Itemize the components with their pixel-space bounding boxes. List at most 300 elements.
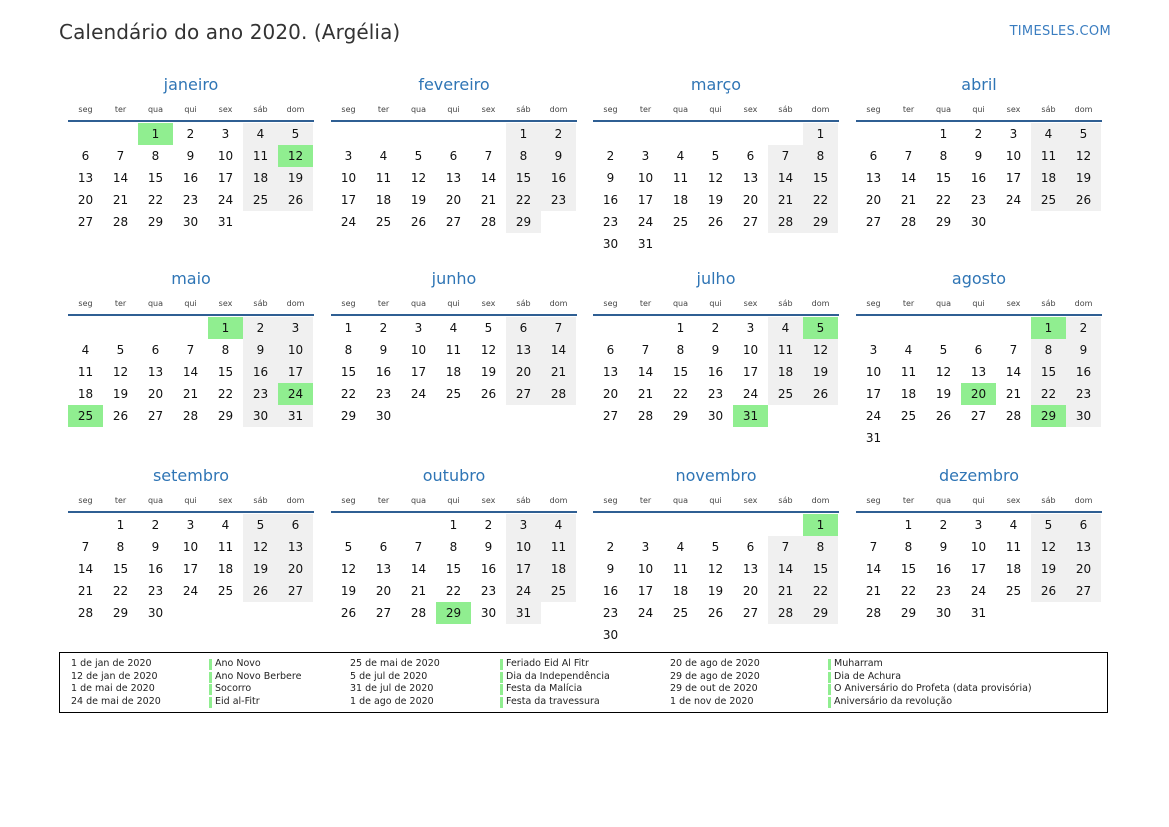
day-cell: 21: [865, 584, 882, 598]
day-cell: 27: [1066, 580, 1101, 602]
day-cell: 9: [1066, 339, 1101, 361]
day-cell: 14: [77, 562, 94, 576]
day-cell: 20: [602, 387, 619, 401]
weekday-label: seg: [866, 105, 881, 114]
day-cell: 20: [147, 387, 164, 401]
weekday-label: qui: [184, 299, 197, 308]
day-cell: 14: [768, 167, 803, 189]
day-cell: 22: [900, 584, 917, 598]
day-cell: 6: [606, 343, 615, 357]
day-cell: 11: [1031, 145, 1066, 167]
day-cell: 15: [803, 558, 838, 580]
day-cell: 26: [707, 606, 724, 620]
day-cell: 21: [768, 580, 803, 602]
weekday-label: qua: [672, 299, 689, 308]
day-cell: 27: [865, 215, 882, 229]
day-cell: 24: [637, 215, 654, 229]
weekday-header: [593, 102, 839, 122]
day-cell: 22: [445, 584, 462, 598]
day-cell: 16: [147, 562, 164, 576]
weekday-label: sáb: [1041, 105, 1056, 114]
day-cell: 28: [112, 215, 129, 229]
month-julho: [593, 262, 839, 427]
day-cell: 12: [243, 536, 278, 558]
day-cell: 9: [606, 171, 615, 185]
day-cell: 11: [77, 365, 94, 379]
day-empty: [401, 123, 436, 145]
day-cell: 6: [506, 317, 541, 339]
day-cell: 18: [217, 562, 234, 576]
weekday-label: qua: [410, 496, 427, 505]
day-cell: 2: [1066, 317, 1101, 339]
day-cell: 13: [278, 536, 313, 558]
day-cell: 19: [707, 584, 724, 598]
legend-date: 1 de ago de 2020: [350, 696, 434, 708]
day-cell: 13: [865, 171, 882, 185]
day-empty: [173, 317, 208, 339]
day-cell: 15: [506, 167, 541, 189]
day-empty: [996, 317, 1031, 339]
day-cell: 17: [865, 387, 882, 401]
day-cell: 30: [480, 606, 497, 620]
weekday-header: [331, 102, 577, 122]
day-cell: 28: [182, 409, 199, 423]
day-cell: 10: [637, 562, 654, 576]
day-cell: 21: [541, 361, 576, 383]
day-cell: 20: [742, 584, 759, 598]
day-cell: 13: [742, 562, 759, 576]
day-cell: 9: [186, 149, 195, 163]
weekday-header: [593, 493, 839, 513]
day-cell: 8: [449, 540, 458, 554]
weekday-label: qui: [184, 496, 197, 505]
day-cell: 15: [445, 562, 462, 576]
weekday-label: qua: [147, 496, 164, 505]
day-cell: 14: [410, 562, 427, 576]
day-cell: 29: [672, 409, 689, 423]
month-março: [593, 68, 839, 255]
day-cell: 3: [344, 149, 353, 163]
day-cell: 9: [484, 540, 493, 554]
day-grid: [68, 514, 314, 624]
weekday-label: seg: [603, 496, 618, 505]
weekday-label: sáb: [253, 299, 268, 308]
legend-holiday-name: Festa da travessura: [500, 696, 610, 709]
day-cell: 5: [939, 343, 948, 357]
day-cell: 7: [186, 343, 195, 357]
weekday-label: qui: [972, 299, 985, 308]
day-cell: 11: [541, 536, 576, 558]
day-cell: 23: [602, 606, 619, 620]
holiday-legend: [59, 652, 1108, 713]
day-cell: 4: [541, 514, 576, 536]
day-cell: 7: [768, 145, 803, 167]
day-cell: 16: [480, 562, 497, 576]
day-cell: 20: [1066, 558, 1101, 580]
day-cell: 18: [1005, 562, 1022, 576]
day-cell: 10: [410, 343, 427, 357]
month-janeiro: [68, 68, 314, 233]
weekday-label: sex: [218, 496, 233, 505]
day-empty: [926, 317, 961, 339]
weekday-label: sáb: [253, 105, 268, 114]
weekday-label: dom: [549, 105, 568, 114]
day-cell: 22: [935, 193, 952, 207]
weekday-header: [331, 296, 577, 316]
day-cell: 29: [935, 215, 952, 229]
day-cell: 24: [506, 580, 541, 602]
legend-date: 1 de nov de 2020: [670, 696, 754, 708]
day-cell: 25: [1031, 189, 1066, 211]
day-cell: 10: [637, 171, 654, 185]
day-cell: 25: [672, 606, 689, 620]
day-cell: 27: [278, 580, 313, 602]
day-cell: 26: [803, 383, 838, 405]
day-cell: 4: [768, 317, 803, 339]
day-cell: 19: [278, 167, 313, 189]
day-holiday: 12: [278, 145, 313, 167]
weekday-label: qui: [709, 496, 722, 505]
day-cell: 28: [1005, 409, 1022, 423]
day-cell: 28: [77, 606, 94, 620]
day-cell: 2: [606, 540, 615, 554]
day-empty: [663, 123, 698, 145]
weekday-label: dom: [811, 105, 830, 114]
day-cell: 9: [939, 540, 948, 554]
day-holiday: 5: [803, 317, 838, 339]
day-cell: 26: [1066, 189, 1101, 211]
day-cell: 21: [480, 193, 497, 207]
day-cell: 6: [746, 149, 755, 163]
day-cell: 6: [81, 149, 90, 163]
day-cell: 4: [1031, 123, 1066, 145]
day-cell: 9: [711, 343, 720, 357]
day-cell: 15: [935, 171, 952, 185]
day-grid: [331, 317, 577, 427]
day-cell: 22: [217, 387, 234, 401]
weekday-label: qui: [972, 496, 985, 505]
legend-holiday-name: Socorro: [209, 683, 301, 696]
weekday-label: ter: [902, 105, 915, 114]
day-cell: 11: [375, 171, 392, 185]
day-cell: 5: [1066, 123, 1101, 145]
day-cell: 3: [641, 540, 650, 554]
day-cell: 29: [147, 215, 164, 229]
weekday-label: qua: [672, 105, 689, 114]
day-cell: 13: [77, 171, 94, 185]
day-cell: 30: [1066, 405, 1101, 427]
day-cell: 21: [900, 193, 917, 207]
day-empty: [698, 514, 733, 536]
month-outubro: [331, 459, 577, 624]
brand-link[interactable]: TIMESLES.COM: [1009, 24, 1111, 39]
day-cell: 17: [182, 562, 199, 576]
day-cell: 4: [81, 343, 90, 357]
day-cell: 4: [676, 149, 685, 163]
day-cell: 23: [147, 584, 164, 598]
day-cell: 14: [865, 562, 882, 576]
day-cell: 21: [182, 387, 199, 401]
day-cell: 12: [707, 171, 724, 185]
day-cell: 20: [278, 558, 313, 580]
day-cell: 17: [340, 193, 357, 207]
day-cell: 1: [449, 518, 458, 532]
day-empty: [856, 317, 891, 339]
day-cell: 18: [375, 193, 392, 207]
weekday-label: dom: [1074, 496, 1093, 505]
day-cell: 5: [1031, 514, 1066, 536]
day-cell: 9: [974, 149, 983, 163]
day-cell: 9: [151, 540, 160, 554]
day-cell: 6: [278, 514, 313, 536]
day-cell: 3: [869, 343, 878, 357]
day-cell: 18: [445, 365, 462, 379]
weekday-label: sex: [743, 496, 758, 505]
month-title: setembro: [152, 466, 230, 485]
day-cell: 4: [676, 540, 685, 554]
weekday-label: qui: [447, 299, 460, 308]
day-empty: [366, 514, 401, 536]
day-cell: 10: [278, 339, 313, 361]
day-cell: 4: [449, 321, 458, 335]
weekday-label: sáb: [1041, 299, 1056, 308]
legend-holiday-name: Festa da Malícia: [500, 683, 610, 696]
day-cell: 12: [112, 365, 129, 379]
day-cell: 23: [375, 387, 392, 401]
day-cell: 18: [900, 387, 917, 401]
day-cell: 20: [445, 193, 462, 207]
day-cell: 11: [445, 343, 462, 357]
day-cell: 27: [375, 606, 392, 620]
day-grid: [856, 514, 1102, 624]
day-cell: 19: [410, 193, 427, 207]
day-cell: 9: [379, 343, 388, 357]
day-cell: 29: [506, 211, 541, 233]
day-empty: [961, 317, 996, 339]
day-cell: 4: [243, 123, 278, 145]
day-cell: 21: [1005, 387, 1022, 401]
weekday-label: qui: [184, 105, 197, 114]
day-cell: 15: [803, 167, 838, 189]
day-cell: 25: [1005, 584, 1022, 598]
day-cell: 30: [935, 606, 952, 620]
day-cell: 3: [186, 518, 195, 532]
weekday-header: [856, 102, 1102, 122]
day-cell: 30: [602, 628, 619, 642]
day-cell: 3: [746, 321, 755, 335]
day-cell: 18: [541, 558, 576, 580]
day-cell: 12: [1031, 536, 1066, 558]
day-cell: 15: [1031, 361, 1066, 383]
day-cell: 16: [375, 365, 392, 379]
day-cell: 8: [803, 536, 838, 558]
day-cell: 2: [541, 123, 576, 145]
weekday-label: qua: [147, 299, 164, 308]
day-cell: 25: [672, 215, 689, 229]
legend-date: 25 de mai de 2020: [350, 658, 440, 669]
day-cell: 17: [742, 365, 759, 379]
day-cell: 15: [112, 562, 129, 576]
day-holiday: 29: [436, 602, 471, 624]
day-cell: 17: [637, 584, 654, 598]
weekday-label: seg: [603, 299, 618, 308]
day-cell: 16: [243, 361, 278, 383]
weekday-label: sáb: [778, 299, 793, 308]
day-cell: 13: [147, 365, 164, 379]
day-cell: 12: [340, 562, 357, 576]
day-empty: [68, 123, 103, 145]
legend-holiday-name: Feriado Eid Al Fitr: [500, 658, 610, 671]
day-cell: 19: [480, 365, 497, 379]
month-title: abril: [961, 75, 997, 94]
day-cell: 22: [340, 387, 357, 401]
day-empty: [331, 123, 366, 145]
month-title: agosto: [951, 269, 1007, 288]
day-cell: 5: [243, 514, 278, 536]
day-cell: 10: [217, 149, 234, 163]
weekday-label: qua: [935, 496, 952, 505]
weekday-header: [68, 296, 314, 316]
day-grid: [68, 317, 314, 427]
weekday-label: seg: [603, 105, 618, 114]
day-empty: [628, 514, 663, 536]
day-empty: [856, 514, 891, 536]
day-cell: 8: [904, 540, 913, 554]
day-cell: 20: [77, 193, 94, 207]
day-cell: 7: [1009, 343, 1018, 357]
day-cell: 6: [1066, 514, 1101, 536]
legend-holiday-name: Eid al-Fitr: [209, 696, 301, 709]
day-cell: 26: [1031, 580, 1066, 602]
day-holiday: 20: [961, 383, 996, 405]
day-cell: 4: [221, 518, 230, 532]
day-cell: 10: [865, 365, 882, 379]
day-cell: 7: [768, 536, 803, 558]
day-cell: 16: [1066, 361, 1101, 383]
month-title: março: [690, 75, 742, 94]
weekday-label: ter: [377, 299, 390, 308]
weekday-label: sex: [1006, 496, 1021, 505]
day-cell: 30: [243, 405, 278, 427]
day-cell: 7: [484, 149, 493, 163]
day-cell: 18: [768, 361, 803, 383]
day-cell: 12: [1066, 145, 1101, 167]
day-cell: 7: [869, 540, 878, 554]
legend-holiday-name: Ano Novo Berbere: [209, 671, 301, 684]
day-cell: 26: [707, 215, 724, 229]
day-cell: 23: [541, 189, 576, 211]
day-cell: 12: [707, 562, 724, 576]
day-cell: 27: [602, 409, 619, 423]
day-cell: 27: [506, 383, 541, 405]
day-cell: 1: [904, 518, 913, 532]
legend-date: 12 de jan de 2020: [71, 670, 158, 682]
legend-date: 20 de ago de 2020: [670, 658, 760, 669]
day-cell: 12: [803, 339, 838, 361]
day-empty: [891, 317, 926, 339]
day-cell: 14: [637, 365, 654, 379]
day-cell: 3: [414, 321, 423, 335]
month-junho: [331, 262, 577, 427]
weekday-label: seg: [78, 496, 93, 505]
day-cell: 14: [768, 558, 803, 580]
day-cell: 30: [147, 606, 164, 620]
day-grid: [856, 317, 1102, 449]
day-cell: 19: [803, 361, 838, 383]
day-cell: 27: [147, 409, 164, 423]
day-cell: 2: [243, 317, 278, 339]
day-cell: 10: [506, 536, 541, 558]
day-cell: 30: [602, 237, 619, 251]
day-cell: 26: [480, 387, 497, 401]
day-holiday: 24: [278, 383, 313, 405]
day-cell: 21: [768, 189, 803, 211]
legend-dates-col-1: [71, 658, 161, 709]
day-empty: [628, 317, 663, 339]
legend-date: 1 de jan de 2020: [71, 658, 152, 669]
day-cell: 16: [541, 167, 576, 189]
month-setembro: [68, 459, 314, 624]
day-cell: 2: [379, 321, 388, 335]
day-cell: 25: [243, 189, 278, 211]
day-cell: 3: [221, 127, 230, 141]
day-cell: 10: [742, 343, 759, 357]
weekday-label: sex: [481, 105, 496, 114]
day-holiday: 31: [733, 405, 768, 427]
day-cell: 5: [278, 123, 313, 145]
weekday-label: dom: [286, 299, 305, 308]
day-empty: [471, 123, 506, 145]
day-cell: 29: [340, 409, 357, 423]
weekday-label: ter: [639, 496, 652, 505]
day-cell: 22: [1031, 383, 1066, 405]
day-cell: 6: [869, 149, 878, 163]
day-cell: 10: [970, 540, 987, 554]
day-empty: [628, 123, 663, 145]
day-cell: 22: [112, 584, 129, 598]
day-cell: 6: [449, 149, 458, 163]
day-cell: 8: [221, 343, 230, 357]
day-cell: 9: [541, 145, 576, 167]
day-cell: 19: [1066, 167, 1101, 189]
day-cell: 8: [344, 343, 353, 357]
month-novembro: [593, 459, 839, 646]
weekday-header: [68, 102, 314, 122]
month-title: maio: [171, 269, 211, 288]
weekday-header: [68, 493, 314, 513]
weekday-header: [856, 493, 1102, 513]
day-cell: 7: [641, 343, 650, 357]
day-cell: 16: [707, 365, 724, 379]
legend-names-col-3: [828, 658, 1032, 709]
day-cell: 24: [410, 387, 427, 401]
weekday-label: qui: [709, 105, 722, 114]
day-cell: 22: [803, 580, 838, 602]
weekday-label: ter: [902, 299, 915, 308]
weekday-label: sáb: [1041, 496, 1056, 505]
day-cell: 29: [803, 211, 838, 233]
day-holiday: 1: [138, 123, 173, 145]
weekday-label: dom: [286, 496, 305, 505]
day-cell: 27: [742, 215, 759, 229]
day-cell: 15: [217, 365, 234, 379]
weekday-label: ter: [114, 496, 127, 505]
day-empty: [68, 317, 103, 339]
day-cell: 5: [344, 540, 353, 554]
day-cell: 23: [480, 584, 497, 598]
day-empty: [856, 123, 891, 145]
day-cell: 3: [506, 514, 541, 536]
